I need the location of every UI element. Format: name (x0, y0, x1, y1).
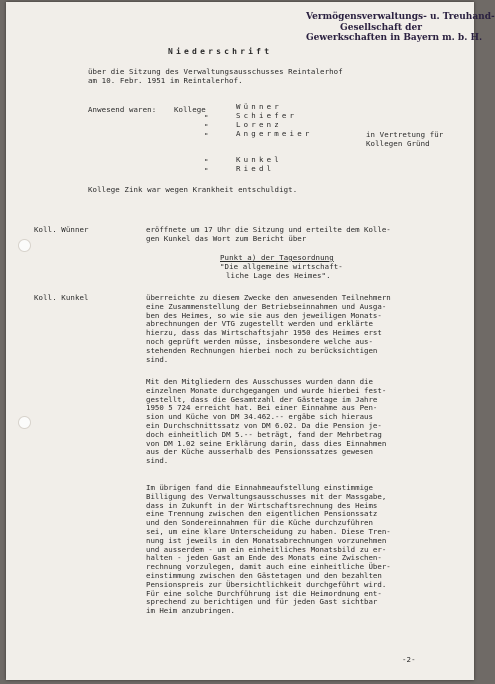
stamp-line: Vermögensverwaltungs- u. Treuhand- (306, 12, 495, 22)
text-line: und den Sondereinnahmen für die Küche durchzuführen (146, 518, 373, 528)
text-line: von DM 1.02 seine Erklärung darin, dass dies Einnahmen (146, 438, 387, 448)
text-line: noch geprüft werden müsse, insbesondere welche aus- (146, 336, 373, 346)
speaker-label: Koll. Kunkel (34, 293, 89, 302)
text-line: hierzu, dass das Wirtschaftsjahr 1950 des Heimes erst (146, 328, 382, 338)
attendee-prefix: " (204, 113, 209, 122)
document-page (6, 2, 495, 680)
text-line: sprechend zu berichtigen und für jeden Gast sichtbar (146, 597, 378, 607)
attendee-prefix: Kollege (174, 105, 206, 114)
document-title: Niederschrift (168, 47, 273, 56)
text-line: doch einheitlich DM 5.-- beträgt, fand der Mehrbetrag (146, 429, 382, 439)
text-line: sion und Küche von DM 34.462.-- ergäbe sich hieraus (146, 412, 373, 422)
text-line: eine Trennung zwischen den eigentlichen Pensionssatz (146, 509, 378, 519)
text-line: Mit den Mitgliedern des Ausschusses wurden dann die (146, 377, 373, 386)
agenda-topic-line: "Die allgemeine wirtschaft- (220, 262, 343, 271)
attendee-name: Wünner (236, 102, 282, 111)
attendee-prefix: " (204, 131, 209, 140)
attendee-name: Angermeier (236, 129, 313, 138)
text-line: sind. (146, 354, 169, 364)
text-line: aus der Küche ausserhalb des Pensionssatzes gewesen (146, 447, 373, 457)
text-line: überreichte zu diesem Zwecke den anwesenden Teilnehmern (146, 293, 391, 302)
paragraph-figures (146, 378, 464, 466)
attendee-prefix: " (204, 157, 209, 166)
text-line: nung ist jeweils in den Monatsabrechnungen vorzunehmen (146, 535, 387, 545)
text-line: einzelnen Monate durchgegangen und wurde hierbei fest- (146, 385, 387, 395)
paragraph-opening (146, 226, 464, 244)
text-line: stehenden Rechnungen hierbei noch zu berücksichtigen (146, 345, 378, 355)
text-line: dass in Zukunft in der Wirtschaftsrechnung des Heims (146, 500, 378, 510)
attendee-name: Schiefer (236, 111, 298, 120)
text-line: Für eine solche Durchführung ist die Heimordnung ent- (146, 588, 382, 598)
company-stamp (306, 12, 495, 44)
attendee-prefix: " (204, 166, 209, 175)
page-number: -2- (402, 655, 416, 664)
attendee-name: Riedl (236, 164, 275, 173)
subtitle-line-2: am 10. Febr. 1951 im Reintalerhof. (88, 76, 243, 85)
attendee-note: in Vertretung für (366, 130, 444, 139)
text-line: halten - jeden Gast am Ende des Monats eine Zwischen- (146, 553, 382, 563)
paragraph-report (146, 294, 464, 364)
text-line: im Heim anzubringen. (146, 606, 235, 616)
text-line: gestellt, dass die Gesamtzahl der Gästetage im Jahre (146, 394, 378, 404)
attendee-name: Kunkel (236, 155, 282, 164)
text-line: rechnung vorzulegen, damit auch eine einheitliche Über- (146, 562, 391, 572)
text-line: und ausserdem - um ein einheitliches Monatsbild zu er- (146, 544, 387, 554)
attendee-name: Lorenz (236, 120, 282, 129)
punch-hole (18, 239, 31, 252)
text-line: gen Kunkel das Wort zum Bericht über (146, 233, 307, 243)
punch-hole (18, 416, 31, 429)
attendee-prefix: " (204, 122, 209, 131)
stamp-line: Gewerkschaften in Bayern m. b. H. (306, 33, 483, 43)
text-line: sei, um eine klare Unterscheidung zu haben. Diese Tren- (146, 526, 391, 536)
text-line: Pensionspreis zur Übersichtlichkeit durchgeführt wird. (146, 579, 387, 589)
subtitle-line-1: über die Sitzung des Verwaltungsausschusses Reintalerhof (88, 67, 343, 76)
text-line: 1950 5 724 erreicht hat. Bei einer Einnahme aus Pen- (146, 403, 378, 413)
agenda-heading: Punkt a) der Tagesordnung (220, 253, 334, 262)
text-line: ein Durchschnittssatz von DM 6.02. Da die Pension je- (146, 420, 382, 430)
text-line: eine Zusammenstellung der Betriebseinnahmen und Ausga- (146, 301, 387, 311)
paragraph-decision (146, 484, 464, 616)
text-line: Im übrigen fand die Einnahmeaufstellung einstimmige (146, 483, 373, 492)
text-line: abrechnungen der VTG zugestellt werden und erklärte (146, 319, 373, 329)
text-line: Billigung des Verwaltungsausschusses mit der Massgabe, (146, 491, 387, 501)
text-line: eröffnete um 17 Uhr die Sitzung und erteilte dem Kolle- (146, 225, 391, 234)
text-line: ben des Heimes, so wie sie aus den jeweiligen Monats- (146, 310, 382, 320)
stamp-line: Gesellschaft der (340, 22, 422, 33)
agenda-topic-line: liche Lage des Heimes". (226, 271, 331, 280)
attendee-note: Kollegen Gründ (366, 139, 430, 148)
speaker-label: Koll. Wünner (34, 225, 89, 234)
absence-note: Kollege Zink war wegen Krankheit entschuldigt. (88, 185, 298, 194)
attendance-label: Anwesend waren: (88, 105, 157, 114)
text-line: sind. (146, 456, 169, 466)
text-line: einstimmung zwischen den Gästetagen und den bezahlten (146, 570, 382, 580)
